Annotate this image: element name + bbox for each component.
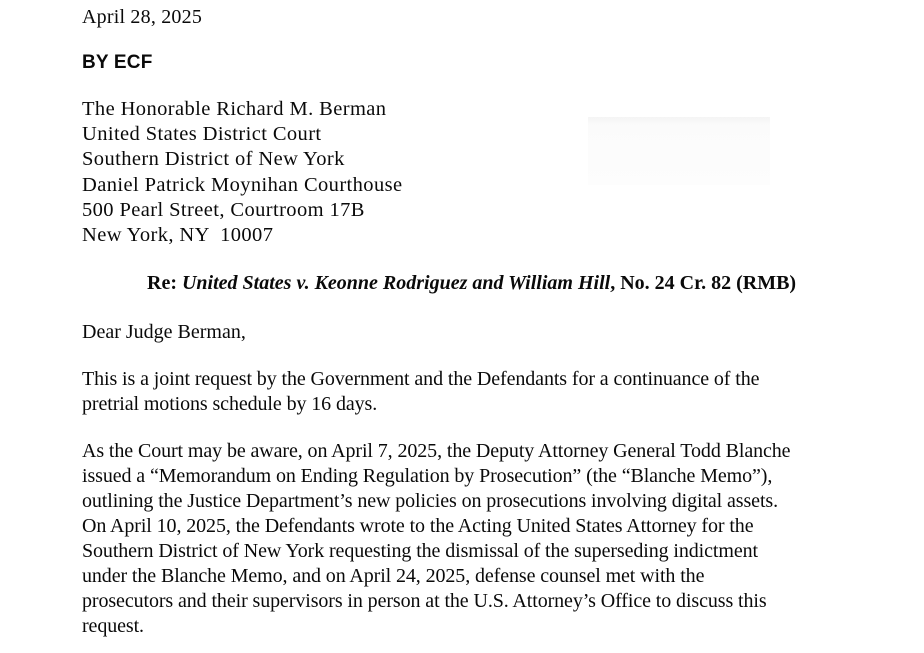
body-paragraph-2 <box>82 439 790 639</box>
paragraph-line: As the Court may be aware, on April 7, 2025, the Deputy Attorney General Todd Blanche <box>82 440 791 462</box>
redacted-region <box>588 117 770 185</box>
recipient-address-line: The Honorable Richard M. Berman <box>82 98 387 120</box>
paragraph-line: outlining the Justice Department’s new policies on prosecutions involving digital assets. <box>82 490 778 512</box>
re-subject-line <box>147 271 796 296</box>
paragraph-line: On April 10, 2025, the Defendants wrote to the Acting United States Attorney for the <box>82 515 754 537</box>
paragraph-line: request. <box>82 615 144 637</box>
paragraph-line: Southern District of New York requesting the dismissal of the superseding indictment <box>82 540 758 562</box>
re-prefix: Re: <box>147 272 182 294</box>
delivery-method-label: BY ECF <box>82 52 153 73</box>
salutation: Dear Judge Berman, <box>82 321 246 343</box>
body-paragraph-1 <box>82 367 759 417</box>
paragraph-line: prosecutors and their supervisors in person at the U.S. Attorney’s Office to discuss this <box>82 590 767 612</box>
recipient-address-line: Daniel Patrick Moynihan Courthouse <box>82 173 403 196</box>
case-name: United States v. Keonne Rodriguez and William Hill <box>181 272 611 294</box>
paragraph-line: pretrial motions schedule by 16 days. <box>82 393 378 415</box>
recipient-address-block <box>82 97 402 248</box>
paragraph-line: under the Blanche Memo, and on April 24, 2025, defense counsel met with the <box>82 565 705 587</box>
recipient-address-line: United States District Court <box>82 123 322 146</box>
paragraph-line: This is a joint request by the Government and the Defendants for a continuance of the <box>82 368 760 390</box>
case-number: , No. 24 Cr. 82 (RMB) <box>610 272 797 294</box>
recipient-address-line: New York, NY 10007 <box>82 224 274 247</box>
paragraph-line: issued a “Memorandum on Ending Regulation by Prosecution” (the “Blanche Memo”), <box>82 465 773 487</box>
recipient-address-line: 500 Pearl Street, Courtroom 17B <box>82 198 365 221</box>
recipient-address-line: Southern District of New York <box>82 148 345 171</box>
letter-date: April 28, 2025 <box>82 6 203 28</box>
